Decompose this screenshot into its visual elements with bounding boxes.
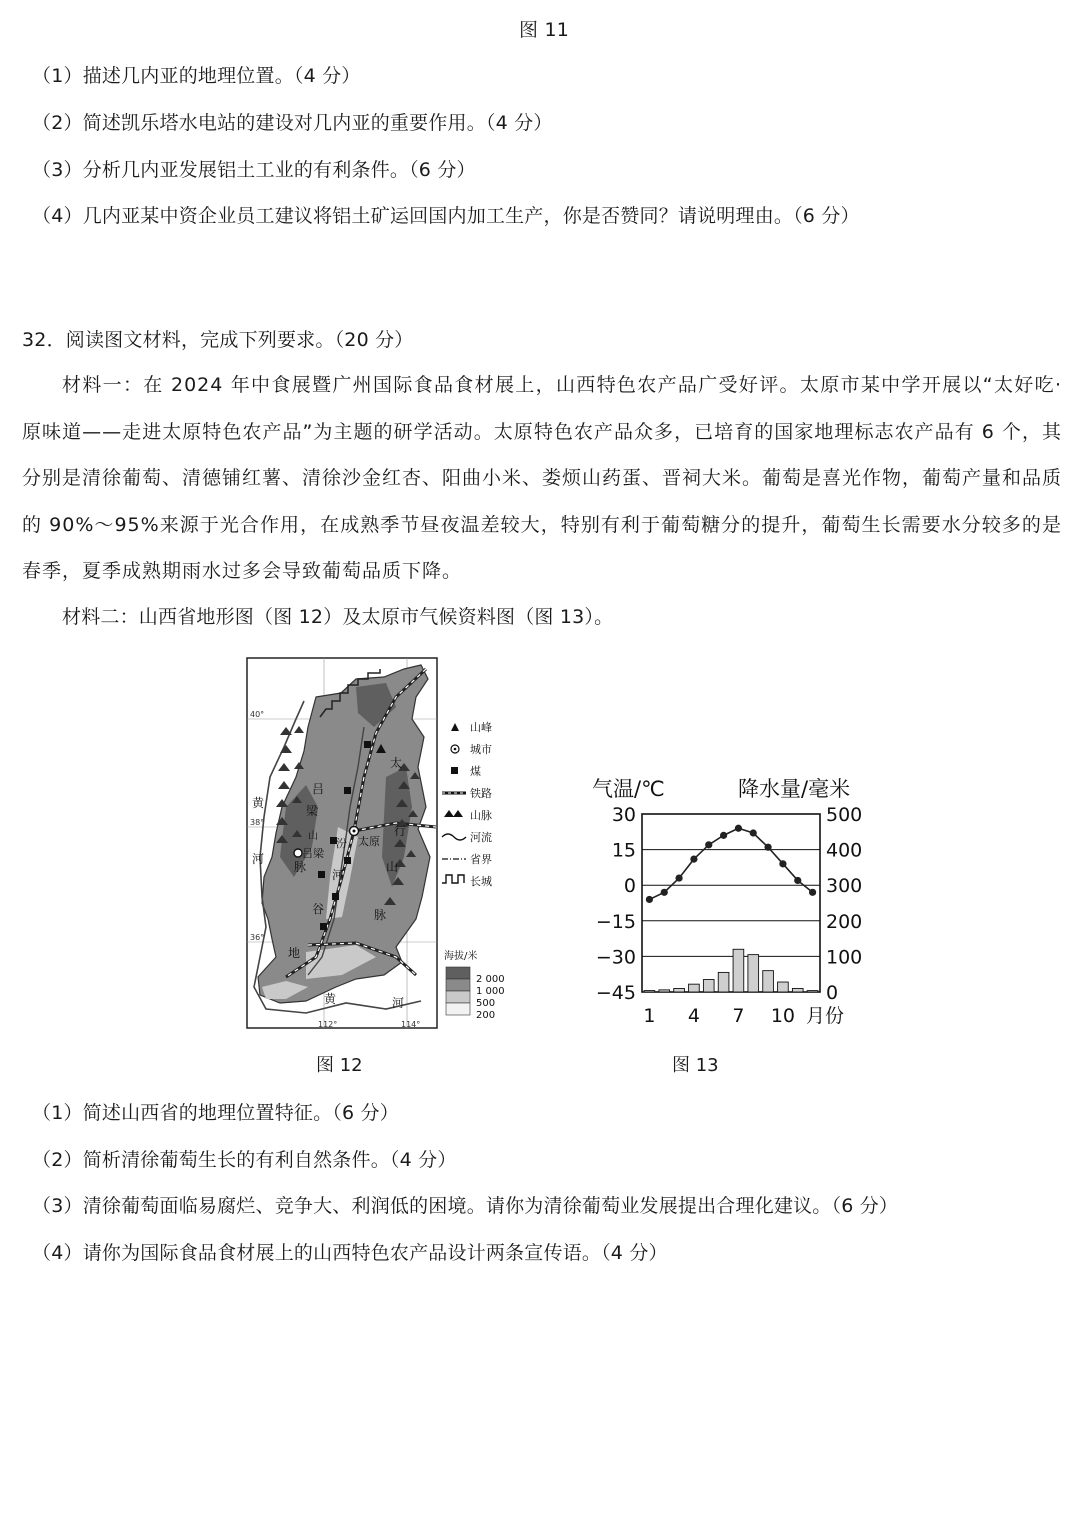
q31-item-2: （2）简述凯乐塔水电站的建设对几内亚的重要作用。（4 分） — [32, 112, 553, 134]
x-tick-label: 1 — [643, 1005, 656, 1027]
precipitation-bar — [674, 988, 685, 992]
figure-11-caption: 图 11 — [519, 19, 570, 41]
elevation-200: 200 — [476, 1010, 496, 1021]
elevation-title: 海拔/米 — [444, 951, 478, 962]
elevation-500: 500 — [476, 998, 496, 1009]
legend-label-border: 省界 — [470, 853, 492, 866]
right-tick-label: 100 — [826, 946, 863, 969]
temperature-point — [750, 829, 757, 836]
label-huanghe-bottom-2: 河 — [392, 996, 405, 1010]
label-huang: 黄 — [252, 796, 265, 810]
temperature-point — [690, 855, 697, 862]
legend-label-river: 河流 — [470, 831, 492, 844]
temperature-point — [661, 889, 668, 896]
shanxi-terrain-map — [246, 657, 506, 1033]
label-taihang-4: 脉 — [374, 908, 387, 922]
temperature-point — [705, 841, 712, 848]
right-axis-title: 降水量/毫米 — [738, 777, 851, 801]
left-tick-label: −30 — [595, 946, 636, 969]
figure-13-caption: 图 13 — [672, 1055, 719, 1076]
label-huanghe-bottom-1: 黄 — [324, 992, 337, 1006]
legend-label-peak: 山峰 — [470, 721, 492, 734]
label-basin-1: 谷 — [312, 902, 325, 916]
q31-item-1: （1）描述几内亚的地理位置。（4 分） — [32, 65, 361, 87]
peak-icon — [451, 723, 459, 731]
label-taihang-2: 行 — [394, 824, 407, 838]
label-lvliang-city: 吕梁 — [302, 847, 324, 860]
q32-item-3: （3）清徐葡萄面临易腐烂、竞争大、利润低的困境。请你为清徐葡萄业发展提出合理化建议。（6 分） — [32, 1195, 899, 1217]
label-liang: 梁 — [306, 804, 319, 818]
precipitation-bar — [807, 991, 818, 992]
q32-item-4: （4）请你为国际食品食材展上的山西特色农产品设计两条宣传语。（4 分） — [32, 1242, 668, 1264]
label-taihang-3: 山 — [386, 860, 399, 874]
temperature-point — [764, 844, 771, 851]
precipitation-bar — [792, 988, 803, 992]
q32-material-1: 材料一：在 2024 年中食展暨广州国际食品食材展上，山西特色农产品广受好评。太原市某中学开展以“太好吃·原味道——走进太原特色农产品”为主题的研学活动。太原特色农产品众多，已培育的国家地理标志农产品有 6 个，其分别是清徐葡萄、清德铺红薯、清徐沙金红杏、阳曲小米、娄烦山药蛋、晋祠大米。葡萄是喜光作物，葡萄产量和品质的 90%～95%来源于光合作用，在成熟季节昼夜温差较大，特别有利于葡萄糖分的提升，葡萄生长需要水分较多的是春季，夏季成熟期雨水过多会导致葡萄品质下降。 — [22, 374, 1063, 582]
right-tick-label: 400 — [826, 839, 863, 862]
label-taiyuan: 太原 — [358, 835, 380, 848]
left-tick-label: 30 — [611, 804, 636, 826]
temperature-line — [649, 828, 812, 899]
lat-38: 38° — [250, 818, 265, 827]
right-tick-label: 500 — [826, 804, 863, 826]
q32-item-1: （1）简述山西省的地理位置特征。（6 分） — [32, 1102, 399, 1124]
q32-item-2: （2）简析清徐葡萄生长的有利自然条件。（4 分） — [32, 1149, 457, 1171]
legend-label-coal: 煤 — [470, 765, 481, 778]
label-shan: 山 — [308, 831, 318, 842]
left-axis-title: 气温/℃ — [592, 777, 665, 801]
precipitation-bar — [659, 990, 670, 992]
river-icon — [442, 834, 466, 840]
taiyuan-climate-chart — [590, 772, 870, 1032]
coal-icon — [451, 767, 458, 774]
temperature-point — [779, 860, 786, 867]
temperature-point — [735, 825, 742, 832]
label-taihang-1: 太 — [390, 756, 403, 770]
label-fen: 汾 — [336, 837, 347, 850]
right-tick-label: 200 — [826, 910, 863, 933]
precipitation-bar — [718, 972, 729, 992]
great-wall-icon — [442, 875, 464, 883]
q32-material-2: 材料二：山西省地形图（图 12）及太原市气候资料图（图 13）。 — [62, 606, 614, 628]
precipitation-bar — [778, 982, 789, 992]
right-tick-label: 300 — [826, 875, 863, 898]
temperature-point — [646, 896, 653, 903]
temperature-point — [809, 889, 816, 896]
lon-114: 114° — [401, 1020, 421, 1029]
label-fen-he: 河 — [332, 868, 345, 882]
temperature-point — [675, 874, 682, 881]
precipitation-bar — [748, 955, 759, 992]
elevation-2000: 2 000 — [476, 974, 505, 985]
elevation-1000: 1 000 — [476, 986, 505, 997]
q31-item-4: （4）几内亚某中资企业员工建议将铝土矿运回国内加工生产，你是否赞同？请说明理由。（6 分） — [32, 205, 860, 227]
precipitation-bar — [733, 949, 744, 992]
figure-12-caption: 图 12 — [316, 1055, 363, 1076]
left-tick-label: −15 — [595, 910, 636, 933]
q32-title: 32．阅读图文材料，完成下列要求。（20 分） — [22, 329, 414, 351]
legend-label-city: 城市 — [470, 743, 492, 756]
temperature-point — [794, 877, 801, 884]
precipitation-bar — [703, 980, 714, 992]
precipitation-bar — [763, 971, 774, 992]
right-tick-label: 0 — [826, 982, 839, 1004]
legend-label-wall: 长城 — [470, 875, 492, 888]
label-he: 河 — [252, 852, 265, 866]
x-unit-label: 月份 — [806, 1005, 845, 1027]
precipitation-bar — [644, 991, 655, 992]
label-lv: 吕 — [312, 782, 325, 796]
lat-40: 40° — [250, 710, 265, 719]
x-tick-label: 10 — [770, 1005, 796, 1027]
lon-112: 112° — [318, 1020, 338, 1029]
x-tick-label: 7 — [732, 1005, 745, 1027]
x-tick-label: 4 — [687, 1005, 700, 1027]
label-mai: 脉 — [294, 860, 307, 874]
temperature-point — [720, 832, 727, 839]
mountain-range-icon — [444, 810, 463, 817]
left-tick-label: −45 — [595, 982, 636, 1004]
left-tick-label: 0 — [623, 875, 636, 898]
left-tick-label: 15 — [611, 839, 636, 862]
legend-label-mountain: 山脉 — [470, 809, 492, 822]
precipitation-bar — [689, 984, 700, 992]
label-basin-2: 地 — [288, 946, 301, 960]
lat-36: 36° — [250, 933, 265, 942]
plot-frame — [642, 814, 820, 992]
map-legend — [442, 720, 505, 1021]
q31-item-3: （3）分析几内亚发展铝土工业的有利条件。（6 分） — [32, 159, 476, 181]
legend-label-railway: 铁路 — [470, 787, 492, 800]
